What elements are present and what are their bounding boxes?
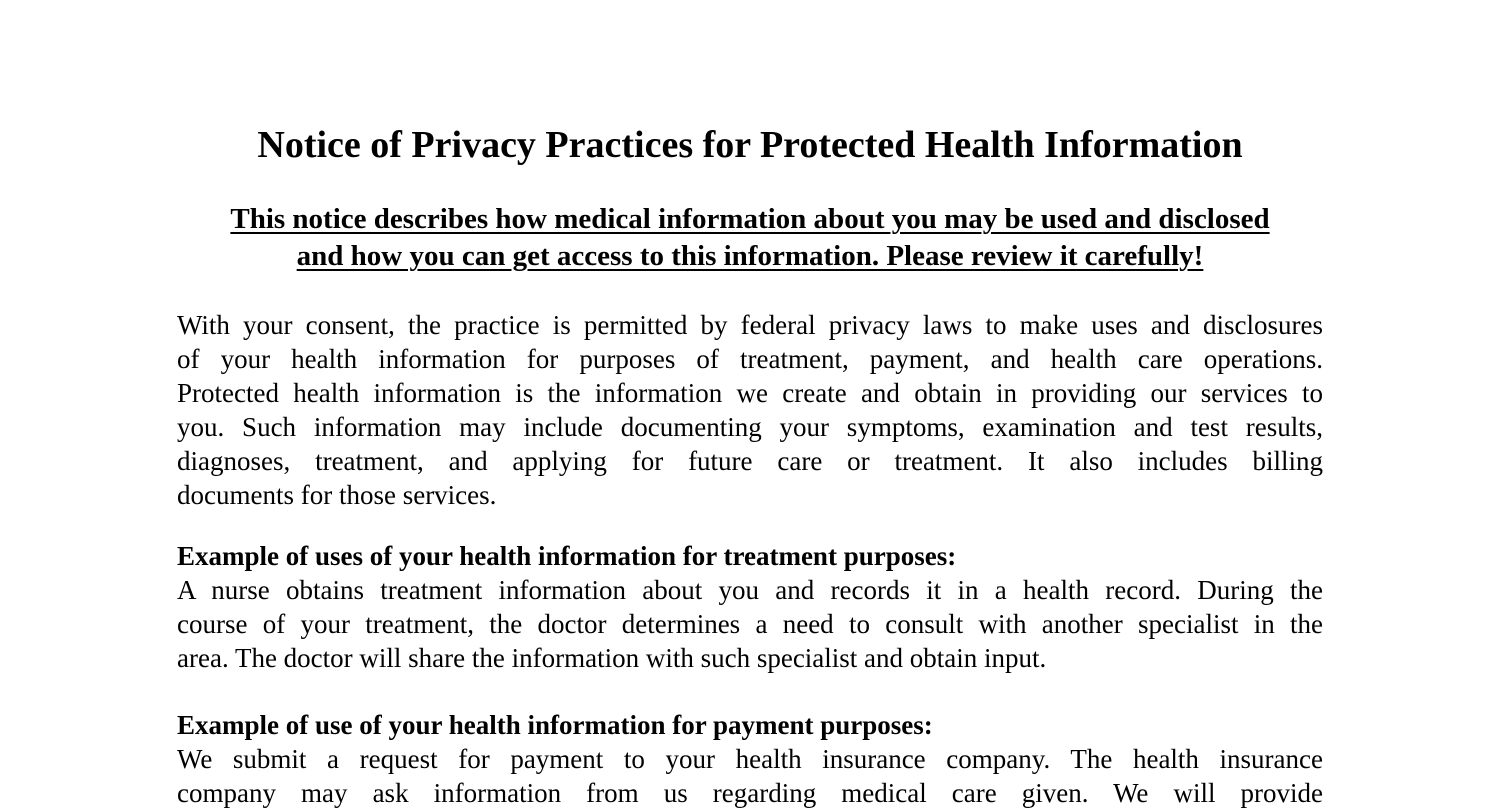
document-title: Notice of Privacy Practices for Protected Health Information	[257, 124, 1243, 166]
payment-line: We submit a request for payment to your health insurance company. The health insurance	[177, 744, 1323, 774]
treatment-line: course of your treatment, the doctor determines a need to consult with another specialist in the	[177, 609, 1323, 639]
subtitle-line-1: This notice describes how medical information about you may be used and disclosed	[230, 203, 1270, 235]
intro-line: With your consent, the practice is permitted by federal privacy laws to make uses and disclosures	[177, 310, 1323, 340]
intro-line: diagnoses, treatment, and applying for future care or treatment. It also includes billing	[177, 446, 1323, 476]
intro-line: Protected health information is the information we create and obtain in providing our services to	[177, 378, 1323, 408]
treatment-line: A nurse obtains treatment information about you and records it in a health record. During the	[177, 575, 1323, 605]
subtitle-line-2: and how you can get access to this information. Please review it carefully!	[296, 240, 1204, 272]
intro-line: documents for those services.	[177, 480, 497, 510]
section-paragraph-payment	[177, 742, 1323, 810]
section-heading-payment: Example of use of your health information for payment purposes:	[177, 710, 933, 740]
section-heading-treatment: Example of uses of your health information for treatment purposes:	[177, 541, 957, 571]
payment-line: company may ask information from us regarding medical care given. We will provide	[177, 778, 1323, 808]
section-paragraph-treatment	[177, 573, 1323, 675]
intro-paragraph	[177, 308, 1323, 512]
treatment-line: area. The doctor will share the information with such specialist and obtain input.	[177, 643, 1047, 673]
intro-line: you. Such information may include documenting your symptoms, examination and test results,	[177, 412, 1323, 442]
intro-line: of your health information for purposes of treatment, payment, and health care operations.	[177, 344, 1323, 374]
notice-subtitle	[170, 201, 1330, 275]
